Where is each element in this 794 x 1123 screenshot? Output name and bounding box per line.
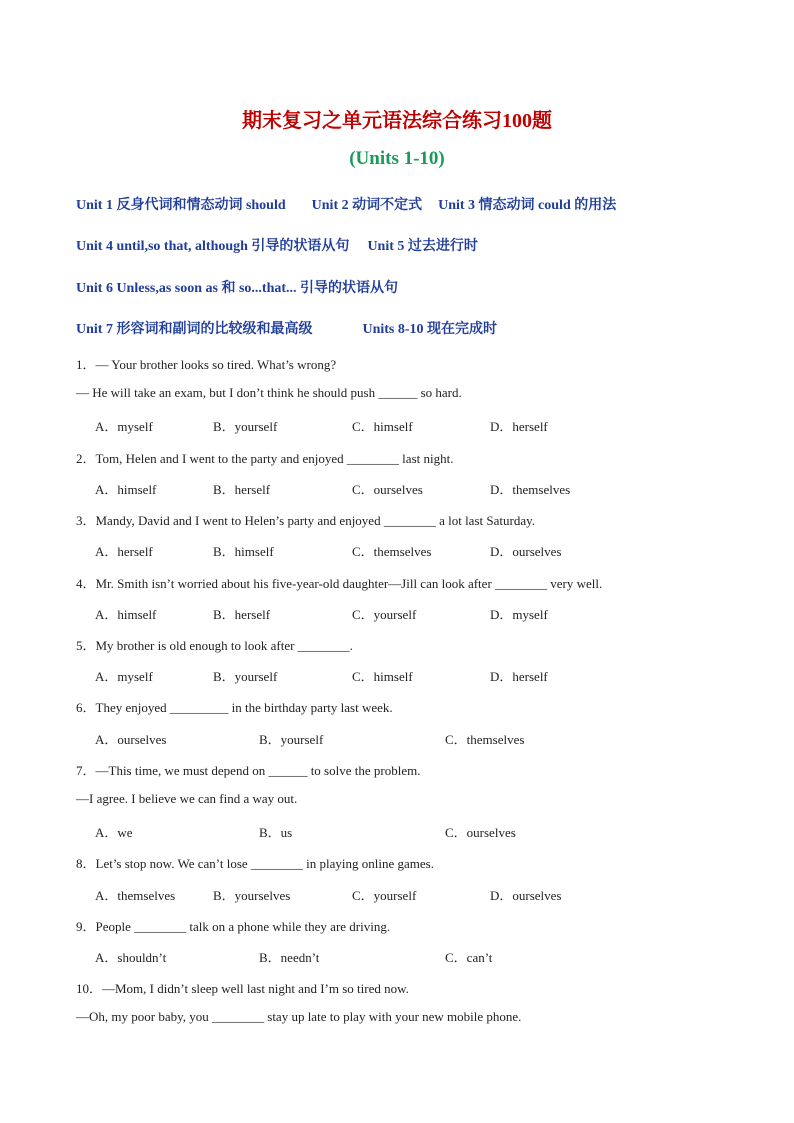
question-text: 7．—This time, we must depend on ______ to solve the problem. [76,763,421,778]
question-text: 9．People ________ talk on a phone while they are driving. [76,919,391,934]
option-d: D．ourselves [490,544,562,559]
question-text: 8．Let’s stop now. We can’t lose ________ in playing online games. [76,856,434,871]
option-a: A．ourselves [95,732,167,747]
unit-item: Unit 1 反身代词和情态动词 should [76,198,286,213]
option-b: B．himself [213,544,274,559]
option-c: C．ourselves [445,825,516,840]
unit-item: Unit 7 形容词和副词的比较级和最高级 [76,322,313,337]
unit-item: Unit 5 过去进行时 [367,239,478,254]
option-c: C．yourself [352,888,417,903]
question-text: 10．—Mom, I didn’t sleep well last night and I’m so tired now. [76,981,409,996]
unit-line-4 [76,318,497,338]
option-a: A．himself [95,482,157,497]
option-a: A．himself [95,607,157,622]
unit-item: Units 8-10 现在完成时 [362,322,498,337]
option-row [95,885,655,903]
unit-item: Unit 3 情态动词 could 的用法 [438,198,617,213]
option-a: A．myself [95,419,153,434]
unit-line-2 [76,235,478,255]
option-c: C．themselves [445,732,525,747]
question-text: 4．Mr. Smith isn’t worried about his five-year-old daughter—Jill can look after ________ very well. [76,576,603,591]
option-row [95,604,655,622]
option-d: D．herself [490,419,548,434]
option-b: B．herself [213,607,271,622]
option-row [95,822,655,840]
question-text: —Oh, my poor baby, you ________ stay up late to play with your new mobile phone. [76,1009,522,1024]
option-a: A．herself [95,544,153,559]
unit-item: Unit 6 Unless,as soon as 和 so...that... 引导的状语从句 [76,281,399,296]
option-b: B．us [259,825,293,840]
option-d: D．myself [490,607,548,622]
option-d: D．ourselves [490,888,562,903]
question-text: — He will take an exam, but I don’t think he should push ______ so hard. [76,385,462,400]
option-c: C．himself [352,419,413,434]
question-text: 1．— Your brother looks so tired. What’s wrong? [76,357,337,372]
page-title: 期末复习之单元语法综合练习100题 [242,110,552,132]
option-c: C．himself [352,669,413,684]
option-row [95,416,655,434]
option-b: B．yourself [213,419,278,434]
option-a: A．myself [95,669,153,684]
unit-line-3 [76,277,398,297]
option-a: A．themselves [95,888,176,903]
option-b: B．herself [213,482,271,497]
option-row [95,541,655,559]
unit-line-1 [76,194,616,214]
option-b: B．yourselves [213,888,291,903]
option-d: D．themselves [490,482,571,497]
option-c: C．yourself [352,607,417,622]
option-row [95,729,655,747]
question-text: 5．My brother is old enough to look after ________. [76,638,353,653]
option-a: A．we [95,825,133,840]
option-c: C．themselves [352,544,432,559]
option-row [95,947,655,965]
option-row [95,479,655,497]
option-row [95,666,655,684]
page-subtitle: (Units 1-10) [349,148,445,169]
option-b: B．needn’t [259,950,320,965]
option-c: C．ourselves [352,482,423,497]
option-a: A．shouldn’t [95,950,167,965]
question-text: —I agree. I believe we can find a way out. [76,791,298,806]
option-c: C．can’t [445,950,493,965]
unit-item: Unit 4 until,so that, although 引导的状语从句 [76,239,350,254]
unit-item: Unit 2 动词不定式 [311,198,423,213]
question-text: 6．They enjoyed _________ in the birthday party last week. [76,700,393,715]
option-d: D．herself [490,669,548,684]
option-b: B．yourself [213,669,278,684]
question-text: 2．Tom, Helen and I went to the party and enjoyed ________ last night. [76,451,454,466]
question-text: 3．Mandy, David and I went to Helen’s party and enjoyed ________ a lot last Saturday. [76,513,535,528]
option-b: B．yourself [259,732,324,747]
